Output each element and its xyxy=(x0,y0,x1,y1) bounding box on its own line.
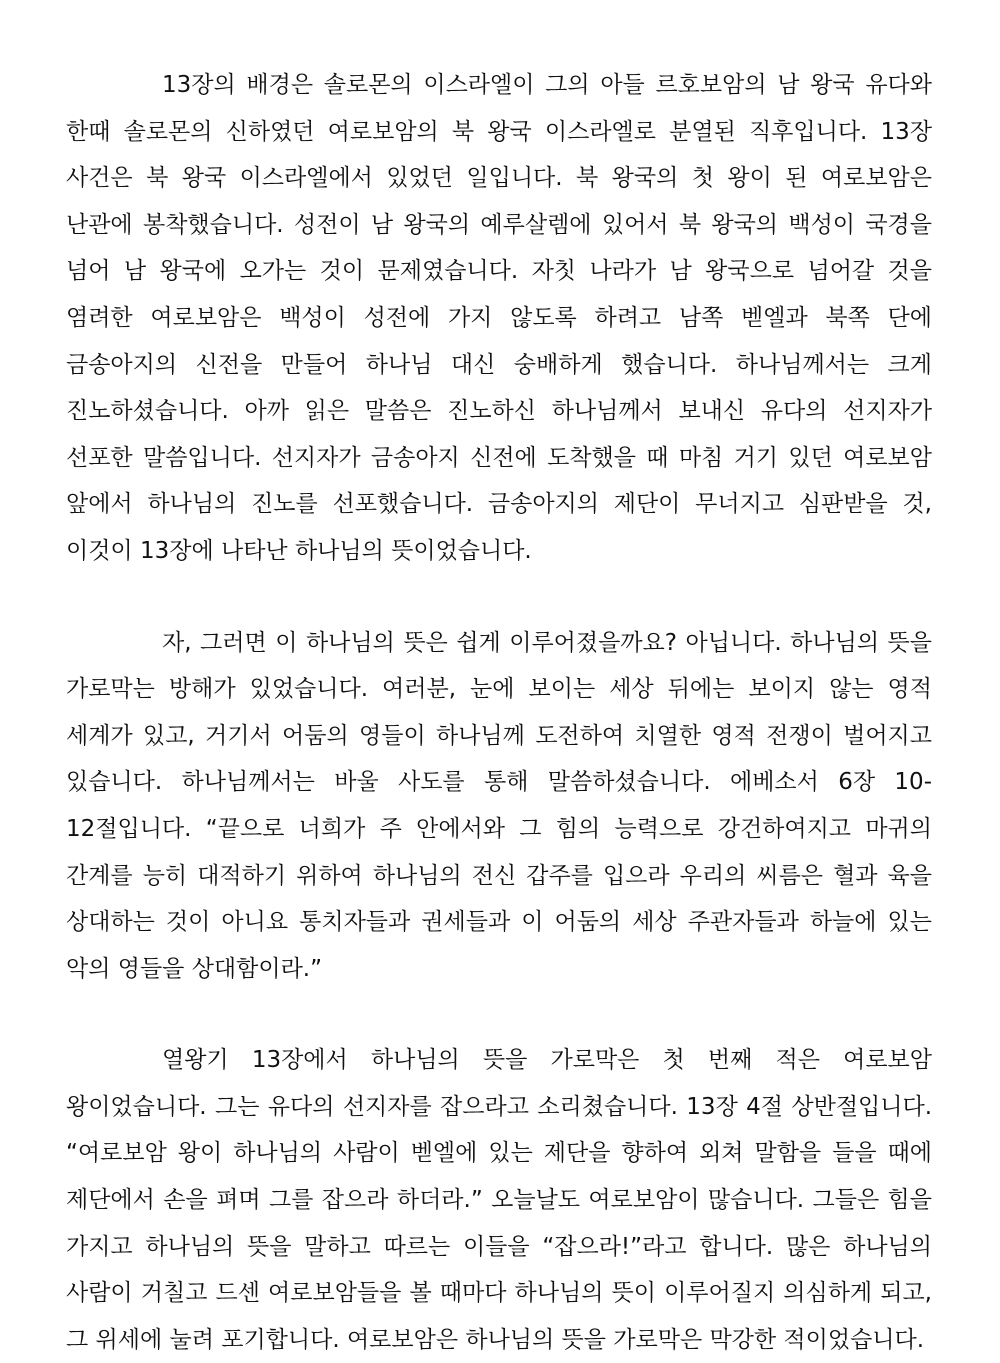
paragraph-3: 열왕기 13장에서 하나님의 뜻을 가로막은 첫 번째 적은 여로보암 왕이었습니다. 그는 유다의 선지자를 잡으라고 소리쳤습니다. 13장 4절 상반절입니다. “여로보암 왕이 하나님의 사람이 벧엘에 있는 제단을 향하여 외쳐 말함을 들을 때에 제단에서 손을 펴며 그를 잡으라 하더라.” 오늘날도 여로보암이 많습니다. 그들은 힘을 가지고 하나님의 뜻을 말하고 따르는 이들을 “잡으라!”라고 합니다. 많은 하나님의 사람이 거칠고 드센 여로보암들을 볼 때마다 하나님의 뜻이 이루어질지 의심하게 되고, 그 위세에 눌려 포기합니다. 여로보암은 하나님의 뜻을 가로막은 막강한 적이었습니다. xyxy=(66,1047,932,1353)
paragraph-2: 자, 그러면 이 하나님의 뜻은 쉽게 이루어졌을까요? 아닙니다. 하나님의 뜻을 가로막는 방해가 있었습니다. 여러분, 눈에 보이는 세상 뒤에는 보이지 않는 영적 세계가 있고, 거기서 어둠의 영들이 하나님께 도전하여 치열한 영적 전쟁이 벌어지고 있습니다. 하나님께서는 바울 사도를 통해 말씀하셨습니다. 에베소서 6장 10-12절입니다. “끝으로 너희가 주 안에서와 그 힘의 능력으로 강건하여지고 마귀의 간계를 능히 대적하기 위하여 하나님의 전신 갑주를 입으라 우리의 씨름은 혈과 육을 상대하는 것이 아니요 통치자들과 권세들과 이 어둠의 세상 주관자들과 하늘에 있는 악의 영들을 상대함이라.” xyxy=(66,629,932,982)
paragraph-1: 13장의 배경은 솔로몬의 이스라엘이 그의 아들 르호보암의 남 왕국 유다와 한때 솔로몬의 신하였던 여로보암의 북 왕국 이스라엘로 분열된 직후입니다. 13장 사건은 북 왕국 이스라엘에서 있었던 일입니다. 북 왕국의 첫 왕이 된 여로보암은 난관에 봉착했습니다. 성전이 남 왕국의 예루살렘에 있어서 북 왕국의 백성이 국경을 넘어 남 왕국에 오가는 것이 문제였습니다. 자칫 나라가 남 왕국으로 넘어갈 것을 염려한 여로보암은 백성이 성전에 가지 않도록 하려고 남쪽 벧엘과 북쪽 단에 금송아지의 신전을 만들어 하나님 대신 숭배하게 했습니다. 하나님께서는 크게 진노하셨습니다. 아까 읽은 말씀은 진노하신 하나님께서 보내신 유다의 선지자가 선포한 말씀입니다. 선지자가 금송아지 신전에 도착했을 때 마침 거기 있던 여로보암 앞에서 하나님의 진노를 선포했습니다. 금송아지의 제단이 무너지고 심판받을 것, 이것이 13장에 나타난 하나님의 뜻이었습니다. xyxy=(66,72,932,564)
